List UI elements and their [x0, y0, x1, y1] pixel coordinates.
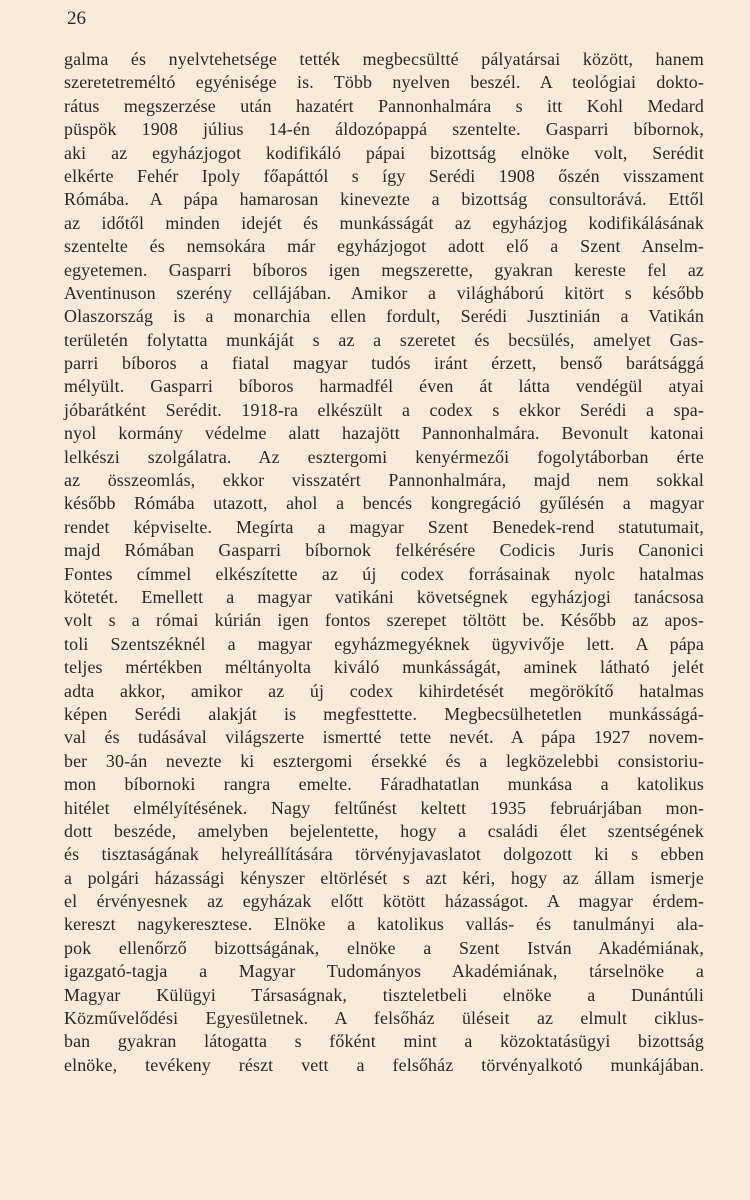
text-line: adta akkor, amikor az új codex kihirdetését megörökítő hatalmas	[64, 680, 704, 701]
text-line: ber 30-án nevezte ki esztergomi érsekké és a legközelebbi consistoriu-	[64, 750, 704, 771]
text-line: hitélet elmélyítésének. Nagy feltűnést keltett 1935 februárjában mon-	[64, 797, 704, 818]
text-line: rendet képviselte. Megírta a magyar Szent Benedek-rend statutumait,	[64, 516, 704, 537]
text-line: szentelte és nemsokára már egyházjogot adott elő a Szent Anselm-	[64, 236, 704, 257]
text-line: volt s a római kúrián igen fontos szerepet töltött be. Később az apos-	[64, 610, 704, 631]
text-line: képen Serédi alakját is megfesttette. Megbecsülhetetlen munkásságá-	[64, 703, 704, 724]
text-line: elnöke, tevékeny részt vett a felsőház törvényalkotó munkájában.	[64, 1054, 704, 1075]
text-line: ban gyakran látogatta s főként mint a közoktatásügyi bizottság	[64, 1031, 704, 1052]
text-line: és tisztaságának helyreállítására törvényjavaslatot dolgozott ki s ebben	[64, 844, 704, 865]
text-line: lelkészi szolgálatra. Az esztergomi kenyérmezői fogolytáborban érte	[64, 446, 704, 467]
text-line: nyol kormány védelme alatt hazajött Pannonhalmára. Bevonult katonai	[64, 423, 704, 444]
page-number: 26	[67, 8, 86, 29]
text-line: az időtől minden idejét és munkásságát az egyházjog kodifikálásának	[64, 212, 704, 233]
text-line: dott beszéde, amelyben bejelentette, hogy a családi élet szentségének	[64, 820, 704, 841]
text-line: az összeomlás, ekkor visszatért Pannonhalmára, majd nem sokkal	[64, 470, 704, 491]
text-line: egyetemen. Gasparri bíboros igen megszerette, gyakran kereste fel az	[64, 259, 704, 280]
text-line: Magyar Külügyi Társaságnak, tiszteletbeli elnöke a Dunántúli	[64, 984, 704, 1005]
text-line: kötetét. Emellett a magyar vatikáni követségnek egyházjogi tanácsosa	[64, 586, 704, 607]
text-line: pok ellenőrző bizottságának, elnöke a Szent István Akadémiának,	[64, 937, 704, 958]
text-line: val és tudásával világszerte ismertté tette nevét. A pápa 1927 novem-	[64, 727, 704, 748]
text-line: igazgató-tagja a Magyar Tudományos Akadémiának, társelnöke a	[64, 961, 704, 982]
text-line: kereszt nagykeresztese. Elnöke a katolikus vallás- és tanulmányi ala-	[64, 914, 704, 935]
text-line: galma és nyelvtehetsége tették megbecsültté pályatársai között, hanem	[64, 49, 704, 69]
text-line: majd Rómában Gasparri bíbornok felkérésére Codicis Juris Canonici	[64, 540, 704, 561]
text-line: Rómába. A pápa hamarosan kinevezte a bizottság consultorává. Ettől	[64, 189, 704, 210]
text-line: aki az egyházjogot kodifikáló pápai bizottság elnöke volt, Serédit	[64, 142, 704, 163]
text-line: püspök 1908 július 14-én áldozópappá szentelte. Gasparri bíbornok,	[64, 119, 704, 140]
text-line: Olaszország is a monarchia ellen fordult, Serédi Jusztinián a Vatikán	[64, 306, 704, 327]
text-line: jóbarátként Serédit. 1918-ra elkészült a codex s ekkor Serédi a spa-	[64, 399, 704, 420]
text-line: területén folytatta munkáját s az a szeretet és becsülés, amelyet Gas-	[64, 329, 704, 350]
text-line: szeretetreméltó egyénisége is. Több nyelven beszél. A teológiai dokto-	[64, 72, 704, 93]
text-line: toli Szentszéknél a magyar egyházmegyéknek ügyvivője lett. A pápa	[64, 633, 704, 654]
text-line: el érvényesnek az egyházak előtt kötött házasságot. A magyar érdem-	[64, 891, 704, 912]
text-line: mon bíbornoki rangra emelte. Fáradhatatlan munkása a katolikus	[64, 774, 704, 795]
text-line: parri bíboros a fiatal magyar tudós iránt érzett, benső barátsággá	[64, 353, 704, 374]
text-line: Közművelődési Egyesületnek. A felsőház üléseit az elmult ciklus-	[64, 1008, 704, 1029]
text-line: teljes mértékben méltányolta kiváló munkásságát, aminek látható jelét	[64, 657, 704, 678]
text-line: később Rómába utazott, ahol a bencés kongregáció gyűlésén a magyar	[64, 493, 704, 514]
text-line: mélyült. Gasparri bíboros harmadfél éven át látta vendégül atyai	[64, 376, 704, 397]
text-line: rátus megszerzése után hazatért Pannonhalmára s itt Kohl Medard	[64, 95, 704, 116]
text-line: Aventinuson szerény cellájában. Amikor a világháború kitört s később	[64, 282, 704, 303]
text-line: Fontes címmel elkészítette az új codex forrásainak nyolc hatalmas	[64, 563, 704, 584]
body-text	[64, 48, 704, 1077]
text-line: elkérte Fehér Ipoly főapáttól s így Serédi 1908 őszén visszament	[64, 165, 704, 186]
text-line: a polgári házassági kényszer eltörlését s azt kéri, hogy az állam ismerje	[64, 867, 704, 888]
